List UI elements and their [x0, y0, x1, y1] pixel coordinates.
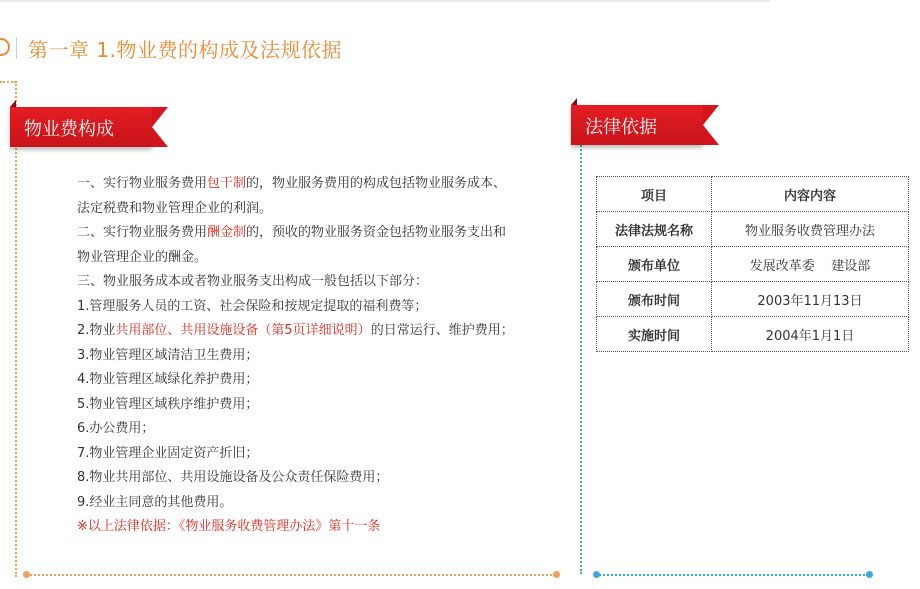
ribbon-label: 物业费构成 [24, 119, 114, 140]
table-cell-value: 物业服务收费管理办法 [712, 212, 909, 247]
table-cell-key: 颁布时间 [597, 282, 712, 317]
body-text: 法定税费和物业管理企业的利润。 [77, 200, 273, 216]
body-text: 的，物业服务费用的构成包括物业服务成本、 [246, 176, 507, 191]
highlight-text: 包干制 [207, 176, 247, 191]
table-header-cell: 项目 [597, 177, 712, 212]
text-line [77, 368, 547, 393]
body-text: 的日常运行、维护费用； [370, 323, 514, 338]
text-line [77, 491, 547, 516]
body-text: 物业管理企业的酬金。 [77, 249, 208, 265]
left-frame-bottom-border [26, 574, 556, 576]
ribbon-label: 法律依据 [585, 117, 657, 138]
text-line [77, 515, 547, 540]
body-text: 1.管理服务人员的工资、社会保险和按规定提取的福利费等； [77, 298, 428, 314]
text-line [77, 270, 547, 295]
ribbon-fold [571, 98, 577, 105]
table-cell-key: 颁布单位 [597, 247, 712, 282]
text-line [77, 319, 547, 344]
circle-icon [0, 38, 10, 56]
ribbon-tail [703, 105, 719, 145]
body-text: 9.经业主同意的其他费用。 [77, 494, 233, 510]
body-text: 7.物业管理企业固定资产折旧； [77, 445, 259, 461]
body-text: 4.物业管理区域绿化养护费用； [77, 372, 259, 387]
table-cell-key: 法律法规名称 [597, 212, 712, 247]
right-frame-bottom-border [596, 574, 868, 576]
body-text: 2.物业 [77, 323, 116, 338]
body-text: 6.办公费用； [77, 421, 155, 436]
table-row [597, 247, 909, 282]
highlight-text: ※以上法律依据：《物业服务收费管理办法》第十一条 [77, 519, 381, 534]
body-text: 二、实行物业服务费用 [77, 225, 208, 240]
text-line [77, 442, 547, 467]
text-line [77, 466, 547, 491]
right-frame-left-border [580, 134, 582, 574]
left-frame-dot-start [23, 571, 30, 578]
fee-composition-text [77, 172, 547, 540]
text-line [77, 295, 547, 320]
page-title: 第一章 1.物业费的构成及法规依据 [28, 38, 342, 62]
left-frame-top-border [0, 81, 16, 83]
table-cell-key: 实施时间 [597, 317, 712, 352]
table-row [597, 282, 909, 317]
legal-basis-table [596, 176, 909, 352]
table-cell-value: 2004年1月1日 [712, 317, 909, 352]
body-text: 三、物业服务成本或者物业服务支出构成一般包括以下部分： [77, 274, 429, 289]
text-line [77, 172, 547, 197]
top-divider [0, 0, 770, 2]
body-text: 3.物业管理区域清洁卫生费用； [77, 347, 259, 363]
right-frame-dot-end [866, 571, 873, 578]
body-text: 8.物业共用部位、共用设施设备及公众责任保险费用； [77, 470, 389, 485]
table-row [597, 317, 909, 352]
text-line [77, 393, 547, 418]
text-line [77, 417, 547, 442]
table-row [597, 212, 909, 247]
header-separator [16, 37, 17, 59]
ribbon-fold [10, 100, 16, 107]
table-header-cell: 内容内容 [712, 177, 909, 212]
text-line [77, 221, 547, 246]
text-line [77, 197, 547, 222]
table-cell-value: 2003年11月13日 [712, 282, 909, 317]
left-frame-dot-end [553, 571, 560, 578]
section-ribbon-composition [10, 107, 170, 147]
highlight-text: 共用部位、共用设施设备（第5页详细说明） [115, 323, 371, 338]
body-text: 5.物业管理区域秩序维护费用； [77, 396, 259, 412]
left-frame-left-border [15, 81, 17, 577]
text-line [77, 344, 547, 369]
body-text: 的，预收的物业服务资金包括物业服务支出和 [246, 225, 507, 240]
section-ribbon-legal-basis [571, 105, 721, 145]
right-frame-dot-start [593, 571, 600, 578]
body-text: 一、实行物业服务费用 [77, 176, 208, 191]
table-header-row [597, 177, 909, 212]
ribbon-tail [152, 107, 168, 147]
text-line [77, 246, 547, 271]
table-cell-value: 发展改革委 建设部 [712, 247, 909, 282]
highlight-text: 酬金制 [207, 225, 247, 240]
